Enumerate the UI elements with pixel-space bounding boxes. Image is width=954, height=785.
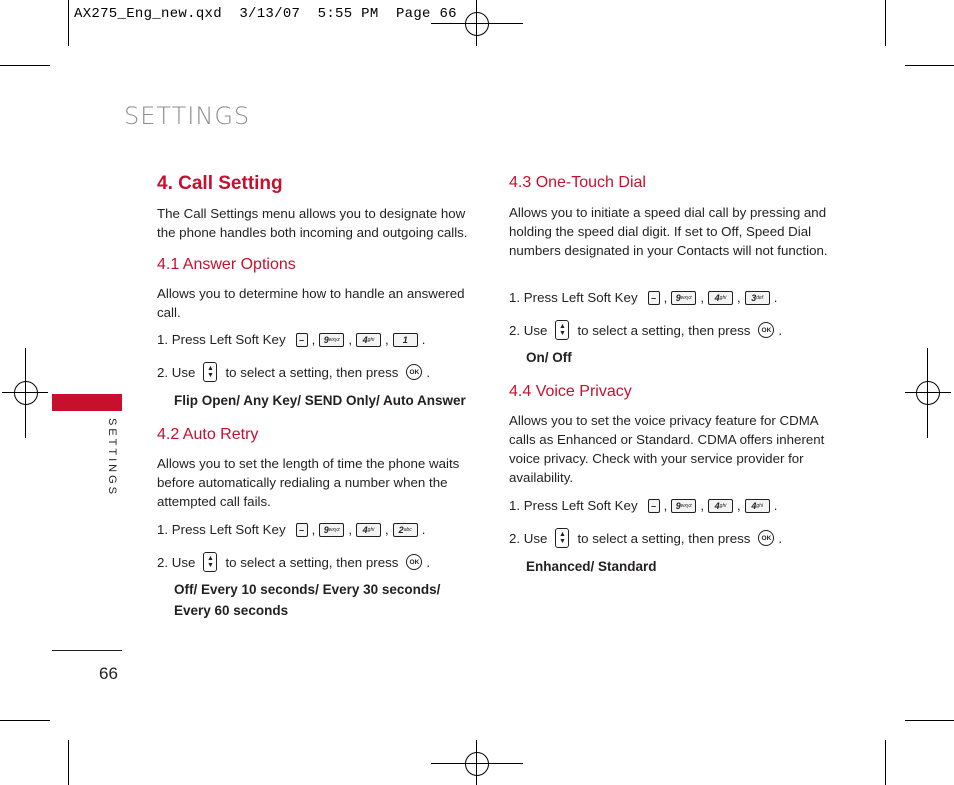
key-9-icon: 9 wxyz [319, 333, 344, 347]
step-1 [509, 498, 777, 513]
period: . [778, 530, 783, 546]
left-soft-key-icon: – [648, 291, 660, 305]
key-4-icon: 4 ghi [745, 499, 770, 513]
step-1 [157, 332, 425, 347]
left-soft-key-icon: – [296, 333, 308, 347]
step-text: 2. Use [157, 364, 196, 380]
step-text: 1. Press Left Soft Key [509, 498, 638, 513]
subsection-description: Allows you to set the voice privacy feature for CDMA calls as Enhanced or Standard. CDMA offers inherent voice privacy. Check with your service provider for availability. [509, 413, 825, 485]
comma: , [348, 332, 353, 347]
step-text: 1. Press Left Soft Key [157, 332, 286, 347]
period: . [773, 290, 778, 305]
key-4-icon: 4 ghi [356, 523, 381, 537]
crop-mark [885, 740, 886, 785]
side-section-label: SETTINGS [106, 418, 118, 498]
section-tab [52, 394, 122, 411]
step-2 [509, 528, 782, 548]
step-text: 1. Press Left Soft Key [509, 290, 638, 305]
step-text: 1. Press Left Soft Key [157, 522, 286, 537]
step-2 [509, 320, 782, 340]
comma: , [663, 290, 668, 305]
period: . [773, 498, 778, 513]
crop-mark [0, 65, 50, 66]
period: . [421, 332, 426, 347]
setting-options: On/ Off [526, 350, 572, 365]
crop-mark [68, 0, 69, 46]
section-heading: 4. Call Setting [157, 173, 283, 194]
setting-options: Off/ Every 10 seconds/ Every 30 seconds/ [174, 582, 441, 597]
step-text: to select a setting, then press [577, 530, 751, 546]
navigation-key-icon: ▲ ▼ [555, 320, 569, 340]
key-4-icon: 4 ghi [708, 499, 733, 513]
navigation-key-icon: ▲ ▼ [203, 552, 217, 572]
comma: , [385, 522, 389, 537]
step-text: to select a setting, then press [225, 554, 399, 570]
footer-rule [52, 650, 122, 651]
ok-key-icon: OK [758, 322, 774, 338]
crop-mark [68, 740, 69, 785]
key-2-icon: 2 abc [393, 523, 418, 537]
key-9-icon: 9 wxyz [671, 291, 696, 305]
step-text: to select a setting, then press [225, 364, 399, 380]
key-9-icon: 9 wxyz [319, 523, 344, 537]
subsection-heading: 4.2 Auto Retry [157, 426, 259, 443]
comma: , [700, 290, 705, 305]
step-text: 2. Use [157, 554, 196, 570]
key-3-icon: 3 def [745, 291, 770, 305]
page-title: SETTINGS [124, 102, 251, 130]
comma: , [348, 522, 353, 537]
subsection-description: Allows you to set the length of time the phone waits before automatically redialing a number when the attempted call fails. [157, 456, 460, 509]
key-4-icon: 4 ghi [356, 333, 381, 347]
crop-mark [905, 65, 954, 66]
comma: , [311, 332, 316, 347]
period: . [778, 322, 783, 338]
ok-key-icon: OK [406, 364, 422, 380]
step-text: to select a setting, then press [577, 322, 751, 338]
step-1 [157, 522, 425, 537]
crop-mark [0, 720, 50, 721]
subsection-heading: 4.3 One-Touch Dial [509, 174, 646, 191]
subsection-description: Allows you to initiate a speed dial call by pressing and holding the speed dial digit. If set to Off, Speed Dial numbers designated in your Contacts will not function. [509, 205, 828, 258]
key-9-icon: 9 wxyz [671, 499, 696, 513]
left-soft-key-icon: – [296, 523, 308, 537]
section-intro: The Call Settings menu allows you to designate how the phone handles both incoming and outgoing calls. [157, 206, 468, 240]
ok-key-icon: OK [406, 554, 422, 570]
crop-mark [905, 720, 954, 721]
period: . [426, 554, 431, 570]
setting-options: Every 60 seconds [174, 603, 289, 618]
ok-key-icon: OK [758, 530, 774, 546]
setting-options: Flip Open/ Any Key/ SEND Only/ Auto Answer [174, 393, 466, 408]
setting-options: Enhanced/ Standard [526, 559, 657, 574]
subsection-description: Allows you to determine how to handle an answered call. [157, 286, 465, 320]
subsection-heading: 4.1 Answer Options [157, 256, 296, 273]
key-1-icon: 1 [393, 333, 418, 347]
comma: , [737, 498, 741, 513]
comma: , [385, 332, 389, 347]
step-2 [157, 552, 430, 572]
period: . [421, 522, 426, 537]
subsection-heading: 4.4 Voice Privacy [509, 383, 632, 400]
page-number: 66 [99, 664, 118, 683]
comma: , [311, 522, 316, 537]
period: . [426, 364, 431, 380]
left-soft-key-icon: – [648, 499, 660, 513]
key-4-icon: 4 ghi [708, 291, 733, 305]
comma: , [663, 498, 668, 513]
navigation-key-icon: ▲ ▼ [555, 528, 569, 548]
navigation-key-icon: ▲ ▼ [203, 362, 217, 382]
step-text: 2. Use [509, 530, 548, 546]
print-slug: AX275_Eng_new.qxd 3/13/07 5:55 PM Page 66 [74, 6, 457, 22]
crop-mark [885, 0, 886, 46]
step-2 [157, 362, 430, 382]
step-text: 2. Use [509, 322, 548, 338]
step-1 [509, 290, 777, 305]
comma: , [700, 498, 705, 513]
comma: , [737, 290, 741, 305]
